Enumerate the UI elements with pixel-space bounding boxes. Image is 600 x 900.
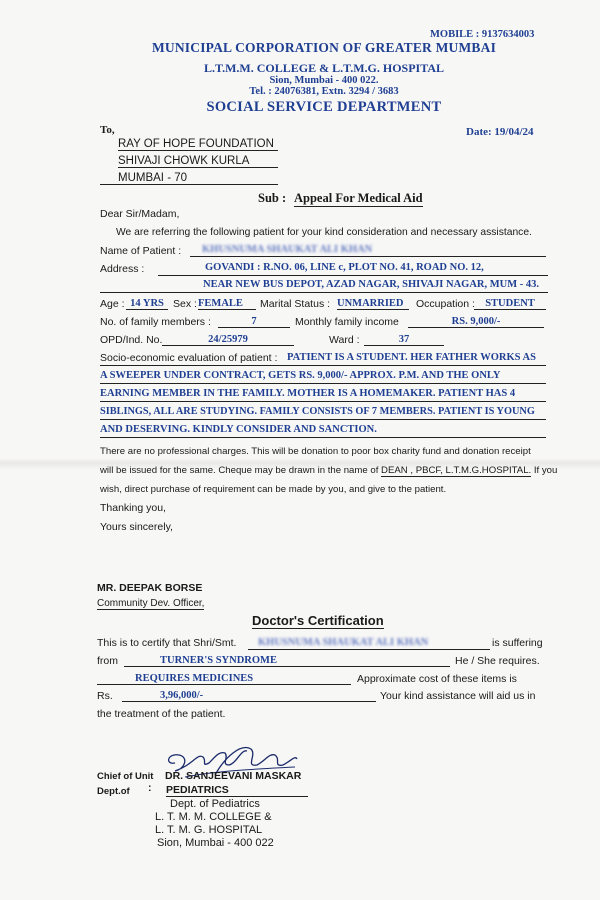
ward-label: Ward : xyxy=(329,334,360,346)
subject-text: Appeal For Medical Aid xyxy=(294,191,423,205)
requires-label: He / She requires. xyxy=(455,655,540,667)
marital-status-value: UNMARRIED xyxy=(337,298,409,310)
recipient-line-1: RAY OF HOPE FOUNDATION xyxy=(118,138,278,151)
cheque-payee: DEAN , PBCF, L.T.M.G.HOSPITAL. xyxy=(381,465,532,476)
address-underline-1 xyxy=(158,275,548,276)
dept-value: PEDIATRICS xyxy=(166,784,308,797)
occupation-value: STUDENT xyxy=(474,298,546,310)
sex-value: FEMALE xyxy=(198,298,256,310)
charges-line-2-end: If you xyxy=(533,465,558,476)
stamp-line-4: Sion, Mumbai - 400 022 xyxy=(157,837,274,849)
evaluation-line-5: AND DESERVING. KINDLY CONSIDER AND SANCTION. xyxy=(100,424,377,435)
mobile-number: MOBILE : 9137634003 xyxy=(430,29,535,40)
recipient-line-2: SHIVAJI CHOWK KURLA xyxy=(118,155,278,168)
chief-of-unit-label: Chief of Unit xyxy=(97,771,154,782)
family-members-label: No. of family members : xyxy=(100,316,211,328)
stamp-line-1: Dept. of Pediatrics xyxy=(170,798,260,810)
college-name: L.T.M.M. COLLEGE & L.T.M.G. HOSPITAL xyxy=(203,61,445,75)
colon-separator: : xyxy=(148,782,152,794)
address-label: Address : xyxy=(100,263,145,275)
college-city: Sion, Mumbai - 400 022. xyxy=(269,75,379,86)
salutation: Dear Sir/Madam, xyxy=(100,208,180,220)
to-label: To, xyxy=(100,124,115,136)
monthly-income-label: Monthly family income xyxy=(295,316,399,328)
rs-label: Rs. xyxy=(97,690,113,702)
officer-title: Community Dev. Officer, xyxy=(97,598,205,609)
officer-name: MR. DEEPAK BORSE xyxy=(97,582,203,594)
age-value: 14 YRS xyxy=(126,298,168,310)
suffering-text: is suffering xyxy=(492,637,543,649)
evaluation-underline-1 xyxy=(100,365,546,366)
dept-of-label: Dept.of xyxy=(97,786,130,797)
assistance-text: Your kind assistance will aid us in xyxy=(380,690,536,702)
certified-patient-underline xyxy=(248,649,490,650)
opd-value: 24/25979 xyxy=(162,334,294,346)
treatment-text: the treatment of the patient. xyxy=(97,708,226,720)
occupation-label: Occupation : xyxy=(416,298,475,310)
marital-status-label: Marital Status : xyxy=(260,298,331,310)
evaluation-underline-4 xyxy=(100,419,546,420)
charges-line-2 xyxy=(100,465,557,476)
letter-date: Date: 19/04/24 xyxy=(466,126,534,138)
department-name: SOCIAL SERVICE DEPARTMENT xyxy=(206,99,442,115)
certification-title: Doctor's Certification xyxy=(252,613,384,628)
evaluation-line-4: SIBLINGS, ALL ARE STUDYING. FAMILY CONSISTS OF 7 MEMBERS. PATIENT IS YOUNG xyxy=(100,406,535,417)
from-label: from xyxy=(97,655,118,667)
patient-name-underline xyxy=(190,256,546,257)
diagnosis-value: TURNER'S SYNDROME xyxy=(124,655,450,667)
chief-name: DR. SANJEEVANI MASKAR xyxy=(165,770,302,782)
thanking-you: Thanking you, xyxy=(100,502,166,514)
stamp-line-3: L. T. M. G. HOSPITAL xyxy=(155,824,263,836)
evaluation-label: Socio-economic evaluation of patient : xyxy=(100,352,278,364)
address-line-1: GOVANDI : R.NO. 06, LINE c, PLOT NO. 41, ROAD NO. 12, xyxy=(205,262,484,273)
family-members-value: 7 xyxy=(218,316,290,328)
opd-label: OPD/Ind. No. xyxy=(100,334,163,346)
patient-name-label: Name of Patient : xyxy=(100,245,182,257)
certified-patient-name: KHUSNUMA SHAUKAT ALI KHAN xyxy=(258,637,429,648)
requirement-value: REQUIRES MEDICINES xyxy=(97,673,351,685)
charges-line-2-text: will be issued for the same. Cheque may be drawn in the name of xyxy=(100,465,379,476)
evaluation-line-1: PATIENT IS A STUDENT. HER FATHER WORKS AS xyxy=(287,352,536,363)
evaluation-underline-2 xyxy=(100,383,546,384)
college-telephone: Tel. : 24076381, Extn. 3294 / 3683 xyxy=(249,86,399,97)
evaluation-line-2: A SWEEPER UNDER CONTRACT, GETS RS. 9,000/- APPROX. P.M. AND THE ONLY xyxy=(100,370,501,381)
sex-label: Sex : xyxy=(173,298,197,310)
org-name: MUNICIPAL CORPORATION OF GREATER MUMBAI xyxy=(151,40,497,55)
subject-label: Sub : xyxy=(258,191,287,205)
evaluation-line-3: EARNING MEMBER IN THE FAMILY. MOTHER IS A HOMEMAKER. PATIENT HAS 4 xyxy=(100,388,516,399)
evaluation-underline-3 xyxy=(100,401,546,402)
stamp-line-2: L. T. M. M. COLLEGE & xyxy=(155,811,272,823)
certify-text: This is to certify that Shri/Smt. xyxy=(97,637,237,649)
approximate-cost-label: Approximate cost of these items is xyxy=(357,673,517,685)
recipient-line-3: MUMBAI - 70 xyxy=(100,172,278,185)
address-underline-2 xyxy=(100,292,548,293)
evaluation-underline-5 xyxy=(100,437,546,438)
patient-name-value: KHUSNUMA SHAUKAT ALI KHAN xyxy=(202,244,373,255)
charges-line-3: wish, direct purchase of requirement can be made by you, and give to the patient. xyxy=(100,484,447,495)
address-line-2: NEAR NEW BUS DEPOT, AZAD NAGAR, SHIVAJI NAGAR, MUM - 43. xyxy=(203,279,540,290)
intro-text: We are referring the following patient for your kind consideration and necessary assistance. xyxy=(116,227,532,238)
ward-value: 37 xyxy=(364,334,444,346)
cost-value: 3,96,000/- xyxy=(122,690,376,702)
charges-line-1: There are no professional charges. This will be donation to poor box charity fund and donation receipt xyxy=(100,446,531,457)
age-label: Age : xyxy=(100,298,125,310)
monthly-income-value: RS. 9,000/- xyxy=(408,316,544,328)
yours-sincerely: Yours sincerely, xyxy=(100,521,173,533)
